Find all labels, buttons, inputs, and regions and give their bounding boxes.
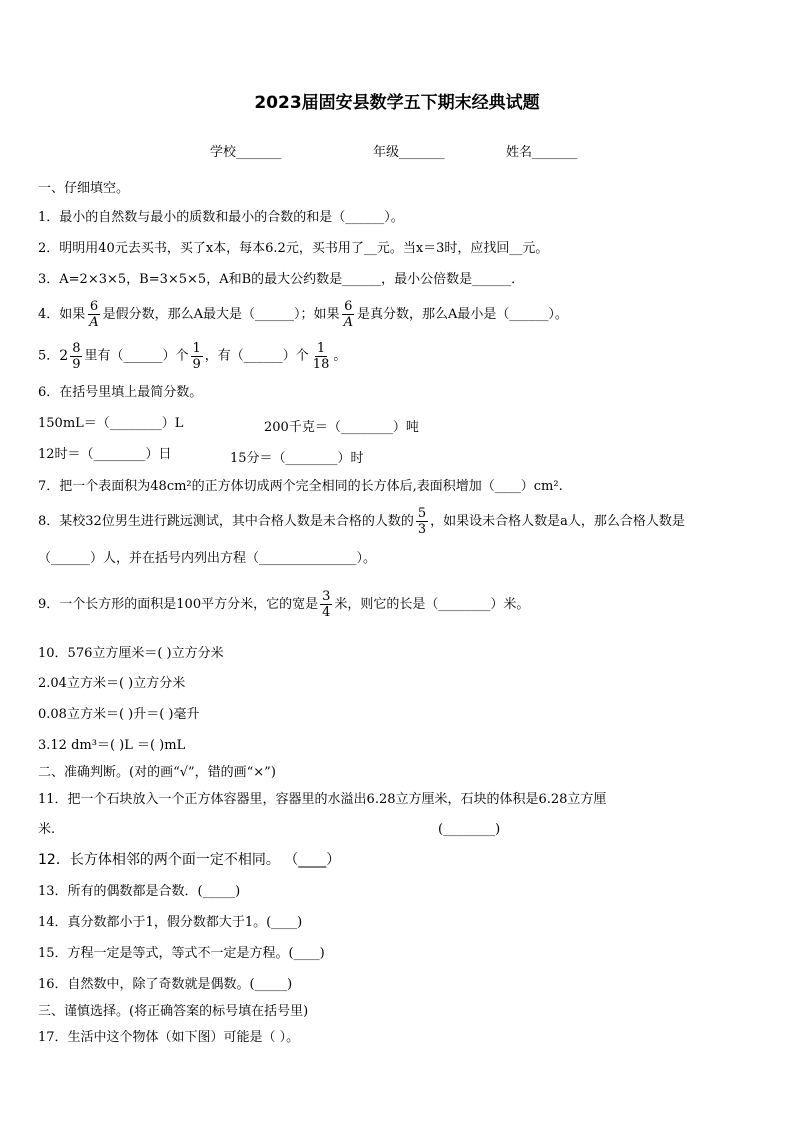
question-14: 14．真分数都小于1，假分数都大于1。(____) — [38, 915, 303, 930]
page-title: 2023届固安县数学五下期末经典试题 — [254, 93, 540, 113]
q5-text-c: ，有（______）个 — [204, 348, 309, 364]
question-17: 17．生活中这个物体（如下图）可能是（ ）。 — [38, 1030, 300, 1045]
question-10d: 3.12 dm³＝( )L ＝( )mL — [38, 738, 186, 753]
question-11-answer: (________) — [438, 822, 501, 837]
question-8 — [38, 503, 685, 541]
q5-text-b: 里有（______）个 — [84, 348, 189, 364]
question-7: 7．把一个表面积为48cm²的正方体切成两个完全相同的长方体后,表面积增加（____）cm². — [38, 479, 563, 494]
fraction-3-over-4: $\frac{3}{4}$ — [322, 589, 331, 620]
question-11: 11．把一个石块放入一个正方体容器里，容器里的水溢出6.28立方厘米，石块的体积是6.28立方厘 — [38, 792, 607, 807]
question-5 — [38, 338, 346, 375]
question-13: 13．所有的偶数都是合数．(_____) — [38, 884, 241, 899]
name-field: 姓名_______ — [506, 145, 578, 160]
question-1: 1．最小的自然数与最小的质数和最小的合数的和是（______）。 — [38, 210, 404, 225]
fraction-6-over-a-2: $\frac{6}{A}$ — [343, 299, 353, 330]
q8-text-a: 8．某校32位男生进行跳远测试，其中合格人数是未合格的人数的 — [38, 514, 414, 529]
section-1-heading: 一、仔细填空。 — [38, 181, 130, 196]
q5-text-a: 5． — [38, 348, 60, 364]
grade-field: 年级_______ — [373, 145, 445, 160]
question-10a: 10．576立方厘米＝( )立方分米 — [38, 646, 224, 661]
q5-text-d: 。 — [333, 348, 347, 364]
mixed-number-2-8-9: 2 8 9 — [59, 340, 81, 372]
section-3-heading: 三、谨慎选择。(将正确答案的标号填在括号里) — [38, 1004, 309, 1019]
fraction-1-over-18: $\frac{1}{18}$ — [312, 340, 330, 372]
q8-text-b: ，如果设未合格人数是a人，那么合格人数是 — [430, 514, 685, 529]
q4-text-b: 是假分数，那么A最大是（______）；如果 — [102, 307, 340, 322]
question-6a: 150mL＝（________）L — [38, 416, 184, 431]
q9-text-b: 米，则它的长是（________）米。 — [334, 597, 530, 612]
fraction-5-over-3: $\frac{5}{3}$ — [417, 506, 427, 537]
section-2-heading: 二、准确判断。(对的画“√”，错的画“×”) — [38, 765, 276, 780]
q9-text-a: 9．一个长方形的面积是100平方分米，它的宽是 — [38, 597, 319, 612]
question-15: 15．方程一定是等式，等式不一定是方程。(____) — [38, 946, 325, 961]
fraction-1-over-9: $\frac{1}{9}$ — [192, 340, 201, 372]
school-field: 学校_______ — [210, 145, 282, 160]
q4-text-a: 4．如果 — [38, 307, 86, 322]
question-3: 3．A=2×3×5，B=3×5×5，A和B的最大公约数是______，最小公倍数是______． — [38, 272, 525, 287]
question-6b: 200千克＝（________）吨 — [264, 420, 419, 435]
question-9 — [38, 586, 529, 624]
question-6: 6．在括号里填上最简分数。 — [38, 385, 203, 400]
question-2: 2．明明用40元去买书，买了x本，每本6.2元，买书用了__元。当x＝3时，应找回__元。 — [38, 241, 549, 256]
question-16: 16．自然数中，除了奇数就是偶数。(_____) — [38, 977, 293, 992]
question-12: 12．长方体相邻的两个面一定不相同。 （____） — [38, 852, 341, 868]
fraction-6-over-a: $\frac{6}{A}$ — [89, 299, 99, 330]
question-10b: 2.04立方米＝( )立方分米 — [38, 676, 186, 691]
question-6c: 12时＝（________）日 — [38, 447, 172, 462]
question-6d: 15分＝（________）时 — [230, 451, 364, 466]
q4-text-c: 是真分数，那么A最小是（______）。 — [356, 307, 568, 322]
question-8-line-2: （______）人，并在括号内列出方程（_______________）。 — [38, 551, 377, 566]
question-11-line-2: 米. — [38, 822, 56, 837]
question-4 — [38, 297, 568, 333]
question-10c: 0.08立方米＝( )升＝( )毫升 — [38, 707, 200, 722]
